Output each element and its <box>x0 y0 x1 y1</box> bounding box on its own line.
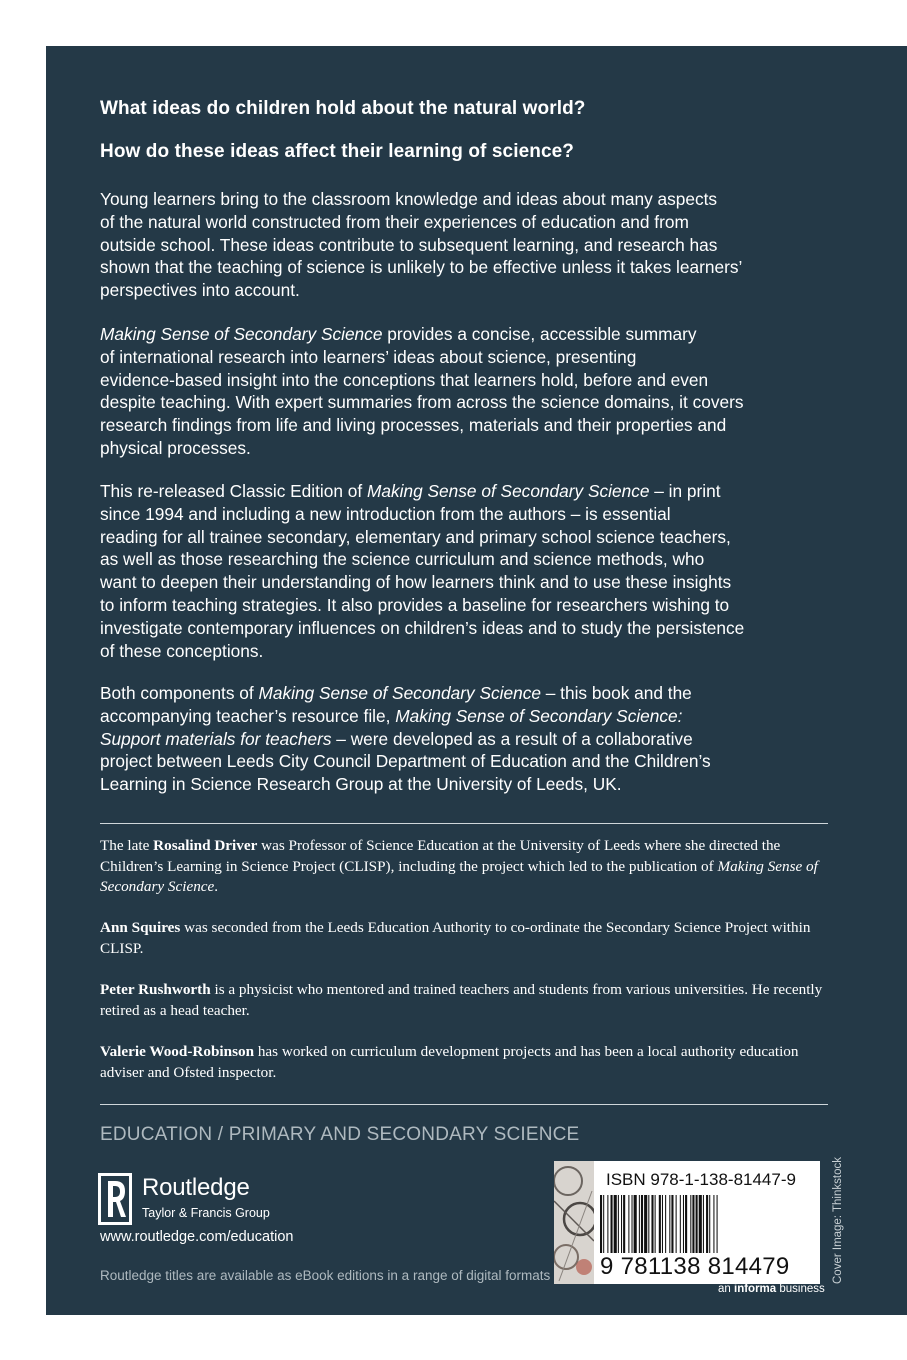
text-line: of international research into learners’ ideas about science, presenting <box>100 346 637 367</box>
text-fragment: was seconded from the Leeds Education Authority to co-ordinate the Secondary Science Project within CLISP. <box>100 919 811 957</box>
book-title: Making Sense of Secondary Science <box>367 481 650 501</box>
barcode-bar <box>621 1195 622 1253</box>
divider <box>100 823 828 824</box>
text-fragment: Both components of <box>100 683 259 703</box>
author-bio-rushworth <box>100 980 835 1021</box>
text-fragment: This re-released Classic Edition of <box>100 481 368 501</box>
barcode-bar <box>618 1195 619 1253</box>
text-line: as well as those researching the science curriculum and science methods, who <box>100 549 705 570</box>
informa-tagline <box>718 1283 825 1295</box>
barcode-bar <box>690 1195 691 1253</box>
text-fragment: – were developed as a result of a collaborative <box>331 728 693 749</box>
barcode-bar <box>603 1195 604 1253</box>
text-line <box>100 323 840 346</box>
resource-title: Making Sense of Secondary Science: <box>395 705 683 726</box>
text-fragment: accompanying teacher’s resource file, <box>100 705 396 726</box>
publisher-url-link[interactable]: www.routledge.com/education <box>100 1229 294 1245</box>
author-name: Ann Squires <box>100 919 181 936</box>
text-fragment: business <box>776 1283 825 1295</box>
author-name: Rosalind Driver <box>153 837 258 854</box>
barcode-bar <box>644 1195 647 1253</box>
text-fragment: has worked on curriculum development projects and has been a local authority education adviser and Ofsted inspector. <box>100 1043 799 1081</box>
barcode-bar <box>607 1195 608 1253</box>
text-line: physical processes. <box>100 437 251 458</box>
barcode-graphic <box>600 1195 814 1253</box>
text-line: since 1994 and including a new introduction from the authors – is essential <box>100 503 671 524</box>
barcode-bar <box>634 1195 637 1253</box>
text-fragment: was Professor of Science Education at the University of Leeds where she directed the Children’s Learning in Science Project (CLISP), including the project which led to the publication of <box>100 837 781 875</box>
barcode-bar <box>703 1195 704 1253</box>
isbn-label: ISBN 978-1-138-81447-9 <box>606 1170 796 1189</box>
barcode-digits: 9 781138 814479 <box>600 1253 790 1280</box>
publisher-name: Routledge <box>142 1174 250 1201</box>
barcode-bar <box>614 1195 617 1253</box>
text-fragment: provides a concise, accessible summary <box>382 324 697 344</box>
barcode-bar <box>665 1195 666 1253</box>
text-line: despite teaching. With expert summaries from across the science domains, it covers <box>100 392 744 413</box>
text-line <box>100 728 840 751</box>
heading-question-1: What ideas do children hold about the natural world? <box>100 98 586 119</box>
author-bio-squires <box>100 918 835 959</box>
informa-brand: informa <box>734 1283 777 1295</box>
barcode-bar <box>623 1195 625 1253</box>
heading-question-2: How do these ideas affect their learning of science? <box>100 141 574 162</box>
barcode-bar <box>641 1195 643 1253</box>
barcode-bar <box>655 1195 656 1253</box>
text-line <box>100 480 840 503</box>
resource-subtitle: Support materials for teachers <box>100 728 332 749</box>
text-line: want to deepen their understanding of how learners think and to use these insights <box>100 572 732 593</box>
description-paragraph-2 <box>100 323 840 460</box>
book-title: Making Sense of Secondary Science <box>258 683 541 703</box>
barcode-bar <box>611 1195 613 1253</box>
cover-art-thumbnail <box>554 1161 594 1284</box>
text-line: outside school. These ideas contribute to subsequent learning, and research has <box>100 234 718 255</box>
text-line: evidence-based insight into the conceptions that learners hold, before and even <box>100 369 709 390</box>
text-line <box>100 682 840 705</box>
text-fragment: is a physicist who mentored and trained teachers and students from various universities. He recently retired as a head teacher. <box>100 981 823 1019</box>
text-line: project between Leeds City Council Department of Education and the Children’s <box>100 751 711 772</box>
text-line: perspectives into account. <box>100 280 300 301</box>
ebook-note: Routledge titles are available as eBook editions in a range of digital formats <box>100 1268 551 1283</box>
text-line: of the natural world constructed from their experiences of education and from <box>100 211 689 232</box>
text-line: research findings from life and living processes, materials and their properties and <box>100 415 727 436</box>
barcode-bar <box>680 1195 681 1253</box>
barcode-bar <box>676 1195 677 1253</box>
text-line: Young learners bring to the classroom knowledge and ideas about many aspects <box>100 189 718 209</box>
barcode-bar <box>709 1195 710 1253</box>
book-title: Making Sense of Secondary Science <box>100 324 383 344</box>
text-fragment: . <box>214 878 219 896</box>
barcode-bar <box>639 1195 640 1253</box>
text-fragment: The late <box>100 837 154 854</box>
barcode-bar <box>696 1195 698 1253</box>
barcode-bar <box>600 1195 602 1253</box>
text-fragment: an <box>718 1283 734 1295</box>
text-line: to inform teaching strategies. It also provides a baseline for researchers wishing to <box>100 594 730 615</box>
text-fragment: – in print <box>649 481 721 501</box>
barcode-bar <box>706 1195 708 1253</box>
text-line: Learning in Science Research Group at the University of Leeds, UK. <box>100 774 622 795</box>
text-line <box>100 705 840 728</box>
cover-image-credit: Cover Image: Thinkstock <box>832 1157 844 1284</box>
text-line: investigate contemporary influences on children’s ideas and to study the persistence <box>100 617 745 638</box>
author-name: Valerie Wood-Robinson <box>100 1043 255 1060</box>
barcode-bar <box>692 1195 694 1253</box>
divider <box>100 1104 828 1105</box>
description-paragraph-4 <box>100 682 840 796</box>
description-paragraph-3 <box>100 480 840 662</box>
barcode-bar <box>671 1195 673 1253</box>
back-cover <box>46 46 907 1315</box>
text-fragment: – this book and the <box>540 683 692 703</box>
author-name: Peter Rushworth <box>100 981 211 998</box>
book-title: Making Sense of Secondary Science <box>100 857 818 896</box>
barcode-bar <box>717 1195 718 1253</box>
barcode-bar <box>648 1195 649 1253</box>
subject-category: EDUCATION / PRIMARY AND SECONDARY SCIENCE <box>100 1124 580 1145</box>
barcode-bar <box>669 1195 670 1253</box>
author-bio-wood-robinson <box>100 1042 835 1083</box>
barcode-bar <box>632 1195 633 1253</box>
author-bio-driver <box>100 836 835 898</box>
description-paragraph-1 <box>100 188 840 302</box>
text-line: reading for all trainee secondary, elementary and primary school science teachers, <box>100 526 731 547</box>
barcode-bar <box>651 1195 653 1253</box>
text-line: shown that the teaching of science is unlikely to be effective unless it takes learners’ <box>100 257 743 278</box>
publisher-group: Taylor & Francis Group <box>142 1206 270 1220</box>
barcode-bar <box>699 1195 702 1253</box>
barcode-bar <box>685 1195 687 1253</box>
barcode-panel <box>554 1161 820 1284</box>
barcode-bar <box>659 1195 661 1253</box>
barcode-bar <box>713 1195 714 1253</box>
barcode-bar <box>683 1195 684 1253</box>
text-line: of these conceptions. <box>100 640 264 661</box>
barcode-bar <box>628 1195 629 1253</box>
routledge-logo-icon <box>98 1173 132 1225</box>
barcode-bar <box>662 1195 663 1253</box>
